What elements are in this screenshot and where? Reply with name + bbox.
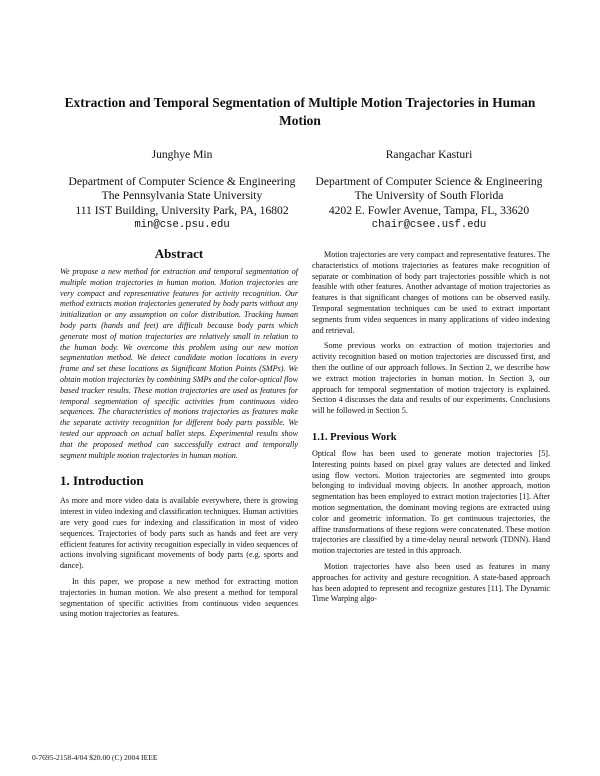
body-paragraph: Motion trajectories have also been used as features in many approaches for activity and gesture recognition. A state-based approach has been adopted to represent and recognize gestures [11]. The Dynamic Time Warping algo- <box>312 561 550 604</box>
body-paragraph: Motion trajectories are very compact and representative features. The characteristics of motions trajectories as features make recognition of separate or combination of body part trajectories possible which is not feasible with other features. Another advantage of motion trajectories as features is that significant changes of motions can be observed easily. Temporal segmentation techniques can be used to extract important segments from video sequences in many applications of video indexing and retrieval. <box>312 250 550 335</box>
body-paragraph: As more and more video data is available everywhere, there is growing interest in video indexing and classification techniques. Human activities are very good cues for indexing and classification in most of video sequences. Trajectories of body parts such as hands and feet are very efficient features for activity recognition especially in video sequences of actions involving significant movements of body parts (e.g. sports and dance). <box>60 496 298 571</box>
author-name: Junghye Min <box>151 148 213 161</box>
introduction-heading: 1. Introduction <box>60 473 144 489</box>
abstract-heading: Abstract <box>154 246 204 261</box>
author-block-2 <box>310 148 548 233</box>
author-institution: The Pennsylvania State University <box>101 189 263 203</box>
body-paragraph: In this paper, we propose a new method for extracting motion trajectories in human motion. We also present a method for temporal segmentation of specific activities from continuous video sequences using motion trajectories as features. <box>60 576 298 619</box>
author-department: Department of Computer Science & Engineering <box>68 174 296 188</box>
previous-work-heading: 1.1. Previous Work <box>312 431 397 443</box>
left-column <box>60 246 298 620</box>
author-email: min@cse.psu.edu <box>134 219 230 232</box>
author-email: chair@csee.usf.edu <box>371 219 487 232</box>
abstract-text: We propose a new method for extraction and temporal segmentation of multiple motion trajectories in human motion. Motion trajectories are very compact and representative features for activity recognition. Our method extracts motion trajectories generated by body parts without any initialization or any assumption on color distribution. Tracking human body parts (hands and feet) are difficult because body parts which generate most of motion trajectories are relatively small in relation to the human body. We overcome this problem using our new motion segmentation method. We detect candidate motion locations in every frame and set these locations as Significant Motion Points (SMPs). We obtain motion trajectories by combining SMPs and the color-optical flow based tracker results. These motion trajectories are used as features for temporal segmentation of specific activities from continuous video sequences. The characteristics of motions trajectories as features make the separate activity recognition for different body parts possible. We tested our approach on actual ballet steps. Experimental results show that the proposed method can successfully extract and temporally segment multiple motion trajectories in human motion. <box>60 267 298 460</box>
author-address: 4202 E. Fowler Avenue, Tampa, FL, 33620 <box>328 203 530 217</box>
author-block-1 <box>64 148 300 233</box>
body-paragraph: Optical flow has been used to generate motion trajectories [5]. Interesting points based on pixel gray values are detected and linked using flow vectors. Motion trajectories are segmented into groups belonging to individual moving objects. In another approach, motion segmentation has been employed to extract motion trajectories [1]. After motion segmentation, the dominant moving regions are extracted using color and geometric information. To get continuous trajectories, the affine transformations of these regions were concatenated. These motion trajectories are classified by a time-delay neural network (TDNN). Hand motion trajectories are tested in this approach. <box>312 448 550 556</box>
author-name: Rangachar Kasturi <box>385 148 473 161</box>
copyright-footer: 0-7695-2158-4/04 $20.00 (C) 2004 IEEE <box>32 753 158 762</box>
author-department: Department of Computer Science & Engineering <box>315 174 543 188</box>
author-institution: The University of South Florida <box>354 189 504 203</box>
paper-title: Extraction and Temporal Segmentation of Multiple Motion Trajectories in Human Motion <box>64 95 536 128</box>
right-column <box>312 250 550 605</box>
author-address: 111 IST Building, University Park, PA, 16802 <box>75 203 289 217</box>
body-paragraph: Some previous works on extraction of motion trajectories and activity recognition based on motion trajectories are discussed first, and then the outline of our approach follows. In Section 2, we describe how we extract motion trajectories in human motion. In Section 3, our approach for temporal segmentation of motion trajectory is explained. Section 4 discusses the data and results of our experiments. Conclusions will be followed in Section 5. <box>312 341 550 416</box>
